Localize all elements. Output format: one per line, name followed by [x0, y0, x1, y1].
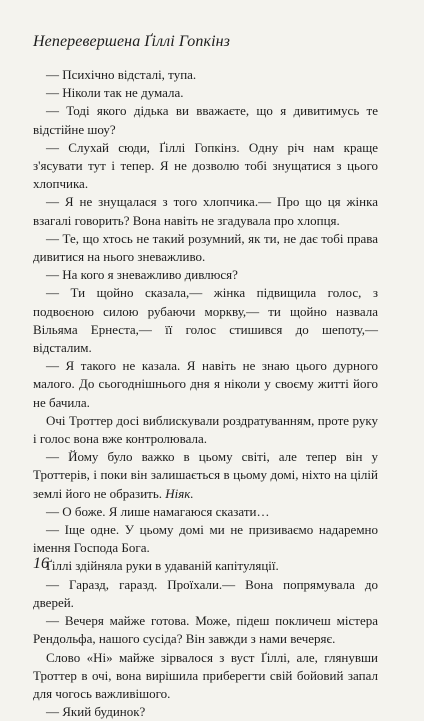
- running-title: Неперевершена Ґіллі Гопкінз: [33, 33, 230, 50]
- paragraph: — О боже. Я лише намагаюся сказати…: [46, 503, 270, 519]
- paragraph: [33, 448, 378, 503]
- paragraph: — Я не знущалася з того хлопчика.— Про що ця жінка взагалі говорить? Вона навіть не згадувала про хлопця.: [33, 194, 378, 228]
- paragraph: — Вечеря майже готова. Може, підеш покличеш містера Рендольфа, нашого сусіда? Він завжди з нами вечеряє.: [33, 613, 378, 647]
- paragraph: — Який будинок?: [46, 704, 146, 720]
- paragraph: — Те, що хтось не такий розумний, як ти, не дає тобі права дивитися на нього зневажливо.: [33, 230, 378, 265]
- paragraph: Очі Троттер досі виблискували роздратуванням, проте руку і голос вона вже контролювала.: [33, 412, 378, 447]
- paragraph: — Ти щойно сказала,— жінка підвищила голос, з подвоєною силою рубаючи моркву,— ти щойно назвала Вільяма Ернеста,— її голос стишився до шепоту,— відсталим.: [33, 285, 378, 356]
- paragraph-text: — Йому було важко в цьому світі, але тепер він у Троттерів, і поки він залишається в цьому домі, ніхто на цілій землі його не образить.: [33, 449, 378, 501]
- paragraph: — Психічно відсталі, тупа.: [46, 67, 197, 82]
- paragraph: — Слухай сюди, Ґіллі Гопкінз. Одну річ нам краще з'ясувати тут і тепер. Я не дозволю тобі знущатися з цього хлопчика.: [33, 139, 378, 192]
- emphasis-text: Ніяк.: [165, 485, 194, 501]
- body-text: [33, 66, 378, 721]
- paragraph: Ґіллі здійняла руки в удаваній капітуляції.: [46, 558, 279, 574]
- paragraph: — Ніколи так не думала.: [46, 85, 184, 101]
- paragraph: — Тоді якого дідька ви вважаєте, що я дивитимусь те відстійне шоу?: [33, 103, 378, 137]
- paragraph: — Я такого не казала. Я навіть не знаю цього дурного малого. До сьогоднішнього дня я ніколи у своєму житті його не бачила.: [33, 358, 378, 410]
- paragraph: — На кого я зневажливо дивлюся?: [46, 267, 238, 283]
- paragraph: — Гаразд, гаразд. Проїхали.— Вона попрямувала до дверей.: [33, 576, 378, 610]
- page-number: 16: [33, 555, 49, 572]
- paragraph: — Іще одне. У цьому домі ми не призиваємо надаремно імення Господа Бога.: [33, 522, 378, 556]
- paragraph: Слово «Ні» майже зірвалося з вуст Ґіллі, але, глянувши Троттер в очі, вона вирішила приберегти свій бойовий запал для чогось важливішого.: [33, 649, 378, 701]
